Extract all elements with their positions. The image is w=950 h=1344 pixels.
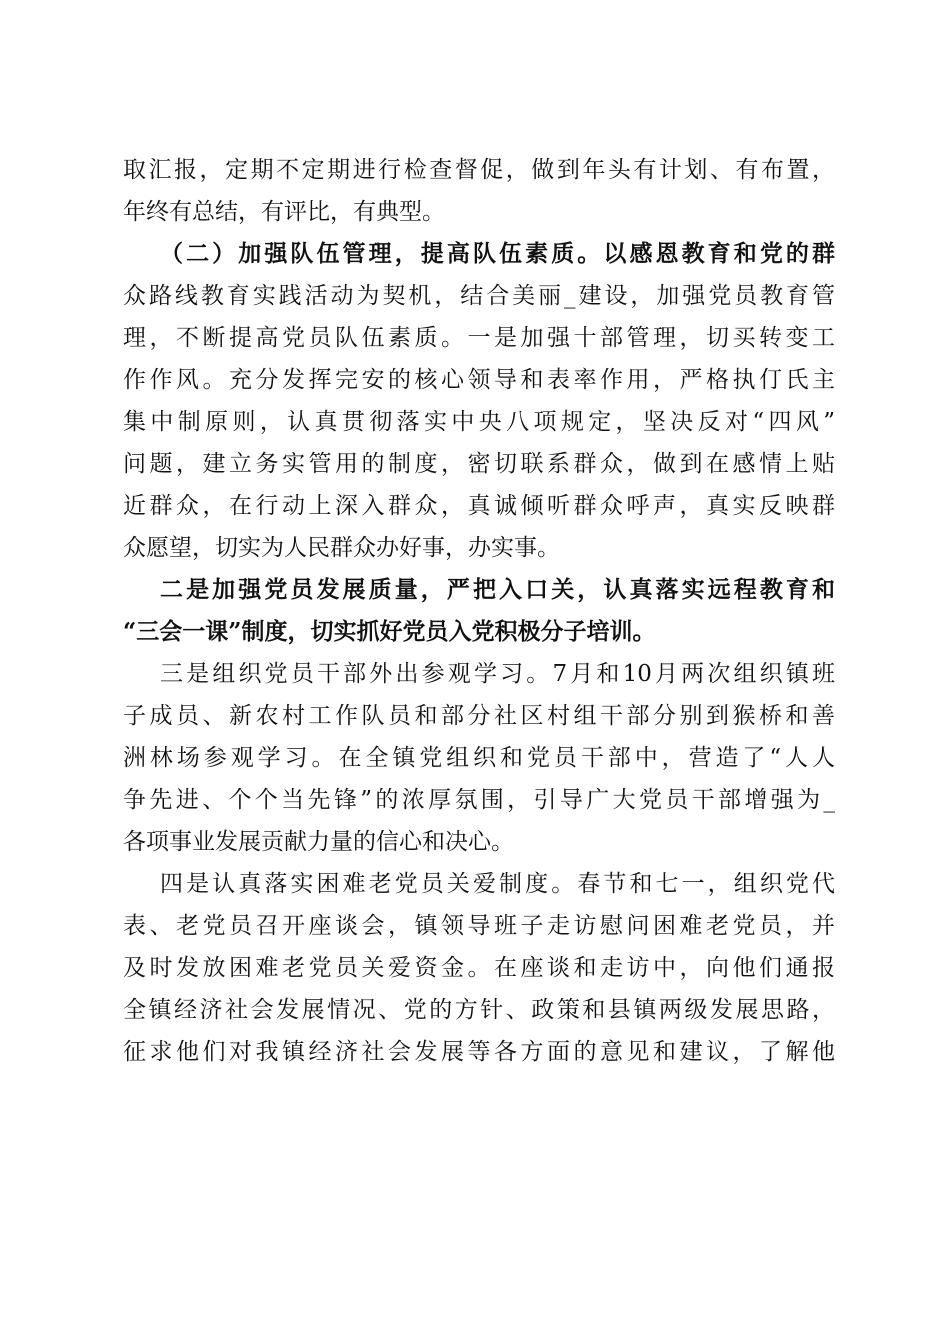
text-line-6: 作作风。充分发挥完安的核心领导和表率作用，严格执仃氏主 [123, 367, 835, 393]
paragraph-three-line-3: 洲林场参观学习。在全镇党组织和党员干部中，营造了“人人 [123, 745, 835, 771]
paragraph-two-line-1: 二是加强党员发展质量，严把入口关，认真落实远程教育和 [160, 576, 835, 603]
paragraph-three-line-4: 争先进、个个当先锋”的浓厚氛围，引导广大党员干部增强为_ [123, 787, 835, 813]
paragraph-three-line-2: 子成员、新农村工作队员和部分社区村组干部分别到猴桥和善 [123, 703, 835, 729]
text-line-10: 众愿望，切实为人民群众办好事，办实事。 [123, 535, 560, 561]
text-line-5: 理，不断提高党员队伍素质。一是加强十部管理，切买转变工 [123, 325, 835, 351]
section-heading-line: （二）加强队伍管理，提高队伍素质。以感恩教育和党的群 [160, 240, 835, 267]
paragraph-two-line-2: “三会一课”制度，切实抓好党员入党积极分子培训。 [123, 618, 656, 645]
paragraph-three-line-5: 各项事业发展贡献力量的信心和决心。 [123, 829, 514, 855]
paragraph-four-line-2: 表、老党员召开座谈会，镇领导班子走访慰问困难老党员，并 [123, 913, 835, 939]
text-line-4: 众路线教育实践活动为契机，结合美丽_建设，加强党员教育管 [123, 283, 835, 309]
text-line-9: 近群众，在行动上深入群众，真诚倾听群众呼声，真实反映群 [123, 493, 835, 519]
text-line-2: 年终有总结，有评比，有典型。 [123, 199, 445, 225]
paragraph-four-line-5: 征求他们对我镇经济社会发展等各方面的意见和建议，了解他 [123, 1039, 835, 1065]
paragraph-four-line-1: 四是认真落实困难老党员关爱制度。春节和七一，组织党代 [160, 871, 835, 897]
paragraph-four-line-3: 及时发放困难老党员关爱资金。在座谈和走访中，向他们通报 [123, 955, 835, 981]
paragraph-four-line-4: 全镇经济社会发展情况、党的方针、政策和县镇两级发展思路， [123, 997, 835, 1023]
text-line-1: 取汇报，定期不定期进行检查督促，做到年头有计划、有布置， [123, 157, 835, 183]
text-line-7: 集中制原则，认真贯彻落实中央八项规定，坚决反对“四风” [123, 409, 835, 435]
paragraph-three-line-1: 三是组织党员干部外出参观学习。7月和10月两次组织镇班 [160, 661, 835, 687]
text-line-8: 问题，建立务实管用的制度，密切联系群众，做到在感情上贴 [123, 451, 835, 477]
